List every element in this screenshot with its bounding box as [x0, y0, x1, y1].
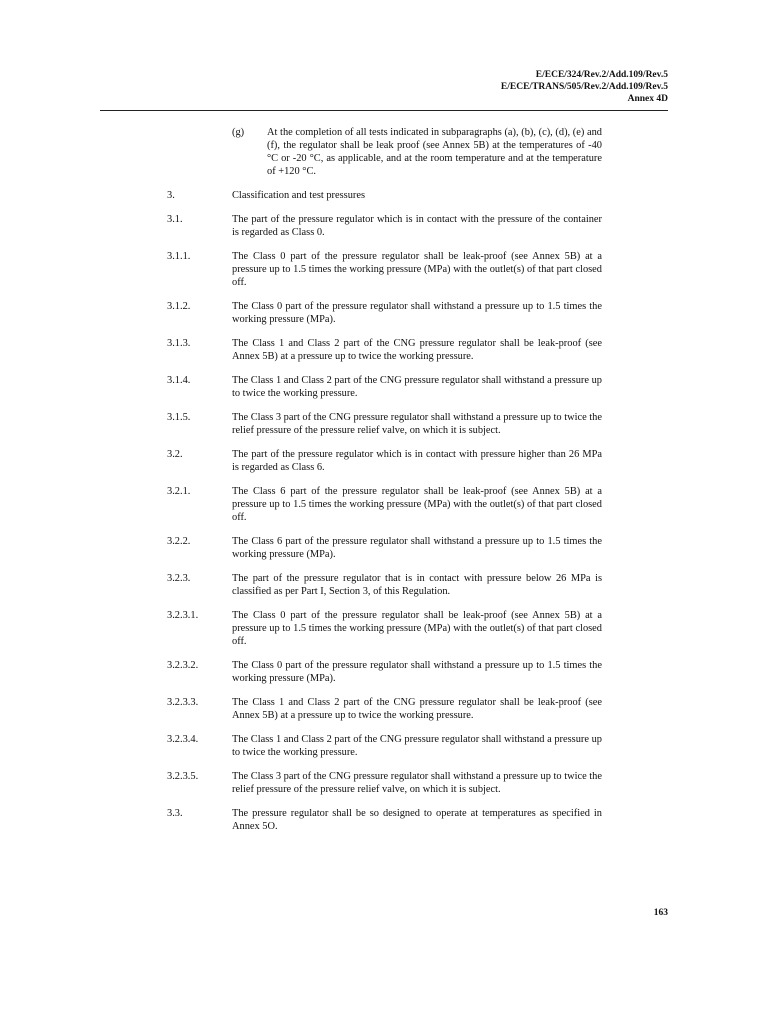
paragraph-number: 3.1.	[167, 214, 183, 225]
paragraph	[0, 733, 768, 759]
annex-label: Annex 4D	[627, 94, 668, 104]
paragraph-text: Classification and test pressures	[232, 190, 366, 201]
paragraph	[0, 213, 768, 239]
paragraph-number: 3.2.3.	[167, 573, 191, 584]
document-header	[501, 69, 668, 105]
paragraph-text: The Class 0 part of the pressure regulator shall withstand a pressure up to 1.5 times the working pressure (MPa).	[232, 301, 602, 325]
paragraph-text: The Class 1 and Class 2 part of the CNG pressure regulator shall be leak-proof (see Annex 5B) at a pressure up to twice the working pressure.	[232, 338, 602, 362]
paragraph-number: 3.3.	[167, 808, 183, 819]
paragraph	[0, 374, 768, 400]
paragraph-number: 3.1.5.	[167, 412, 191, 423]
paragraph-number: 3.2.2.	[167, 536, 191, 547]
paragraph-text: The Class 0 part of the pressure regulator shall be leak-proof (see Annex 5B) at a pressure up to 1.5 times the working pressure (MPa) with the outlet(s) of that part closed off.	[232, 251, 602, 288]
paragraph-text: The Class 1 and Class 2 part of the CNG pressure regulator shall withstand a pressure up to twice the working pressure.	[232, 734, 602, 758]
paragraph	[0, 572, 768, 598]
paragraph-text: The Class 1 and Class 2 part of the CNG pressure regulator shall be leak-proof (see Annex 5B) at a pressure up to twice the working pressure.	[232, 697, 602, 721]
paragraph-number: 3.2.3.4.	[167, 734, 199, 745]
paragraph-number: 3.2.3.5.	[167, 771, 199, 782]
paragraph-number: 3.2.3.2.	[167, 660, 199, 671]
paragraph-number: 3.	[167, 190, 175, 201]
paragraph-number: 3.1.3.	[167, 338, 191, 349]
paragraph	[0, 300, 768, 326]
paragraph-number: 3.2.	[167, 449, 183, 460]
paragraph-text: The Class 6 part of the pressure regulator shall withstand a pressure up to 1.5 times the working pressure (MPa).	[232, 536, 602, 560]
document-body	[0, 126, 768, 844]
paragraph-number: 3.2.3.3.	[167, 697, 199, 708]
paragraph	[0, 411, 768, 437]
sub-item-label: (g)	[232, 127, 245, 138]
paragraph-text: The part of the pressure regulator which is in contact with the pressure of the container is regarded as Class 0.	[232, 214, 602, 238]
paragraph-text: The part of the pressure regulator which is in contact with pressure higher than 26 MPa is regarded as Class 6.	[232, 449, 602, 473]
paragraph-text: The Class 3 part of the CNG pressure regulator shall withstand a pressure up to twice the relief pressure of the pressure relief valve, on which it is subject.	[232, 412, 602, 436]
header-rule	[100, 110, 668, 111]
sub-item-g	[0, 126, 768, 178]
paragraph-text: The part of the pressure regulator that is in contact with pressure below 26 MPa is classified as per Part I, Section 3, of this Regulation.	[232, 573, 602, 597]
page-number: 163	[653, 908, 668, 918]
paragraph	[0, 770, 768, 796]
paragraph	[0, 485, 768, 524]
paragraph-number: 3.1.2.	[167, 301, 191, 312]
sub-item-text: At the completion of all tests indicated in subparagraphs (a), (b), (c), (d), (e) and (f), the regulator shall be leak proof (see Annex 5B) at the temperatures of -40 °C or -20 °C, as applicable, and at the room temperature and at the temperature of +120 °C.	[267, 127, 602, 177]
paragraph	[0, 535, 768, 561]
paragraph-text: The Class 0 part of the pressure regulator shall withstand a pressure up to 1.5 times the working pressure (MPa).	[232, 660, 602, 684]
paragraph-number: 3.1.1.	[167, 251, 191, 262]
paragraph	[0, 807, 768, 833]
paragraph	[0, 696, 768, 722]
document-symbol-line-2: E/ECE/TRANS/505/Rev.2/Add.109/Rev.5	[500, 82, 668, 92]
paragraph	[0, 659, 768, 685]
paragraph	[0, 189, 768, 202]
paragraph-text: The Class 1 and Class 2 part of the CNG pressure regulator shall withstand a pressure up to twice the working pressure.	[232, 375, 602, 399]
paragraph	[0, 250, 768, 289]
paragraph-number: 3.1.4.	[167, 375, 191, 386]
paragraph-text: The pressure regulator shall be so designed to operate at temperatures as specified in Annex 5O.	[232, 808, 602, 832]
paragraph-number: 3.2.3.1.	[167, 610, 199, 621]
paragraph-text: The Class 0 part of the pressure regulator shall be leak-proof (see Annex 5B) at a pressure up to 1.5 times the working pressure (MPa) with the outlet(s) of that part closed off.	[232, 610, 602, 647]
paragraph	[0, 337, 768, 363]
document-symbol-line-1: E/ECE/324/Rev.2/Add.109/Rev.5	[535, 70, 668, 80]
paragraph	[0, 448, 768, 474]
paragraph	[0, 609, 768, 648]
paragraph-number: 3.2.1.	[167, 486, 191, 497]
paragraph-text: The Class 6 part of the pressure regulator shall be leak-proof (see Annex 5B) at a pressure up to 1.5 times the working pressure (MPa) with the outlet(s) of that part closed off.	[232, 486, 602, 523]
paragraph-text: The Class 3 part of the CNG pressure regulator shall withstand a pressure up to twice the relief pressure of the pressure relief valve, on which it is subject.	[232, 771, 602, 795]
